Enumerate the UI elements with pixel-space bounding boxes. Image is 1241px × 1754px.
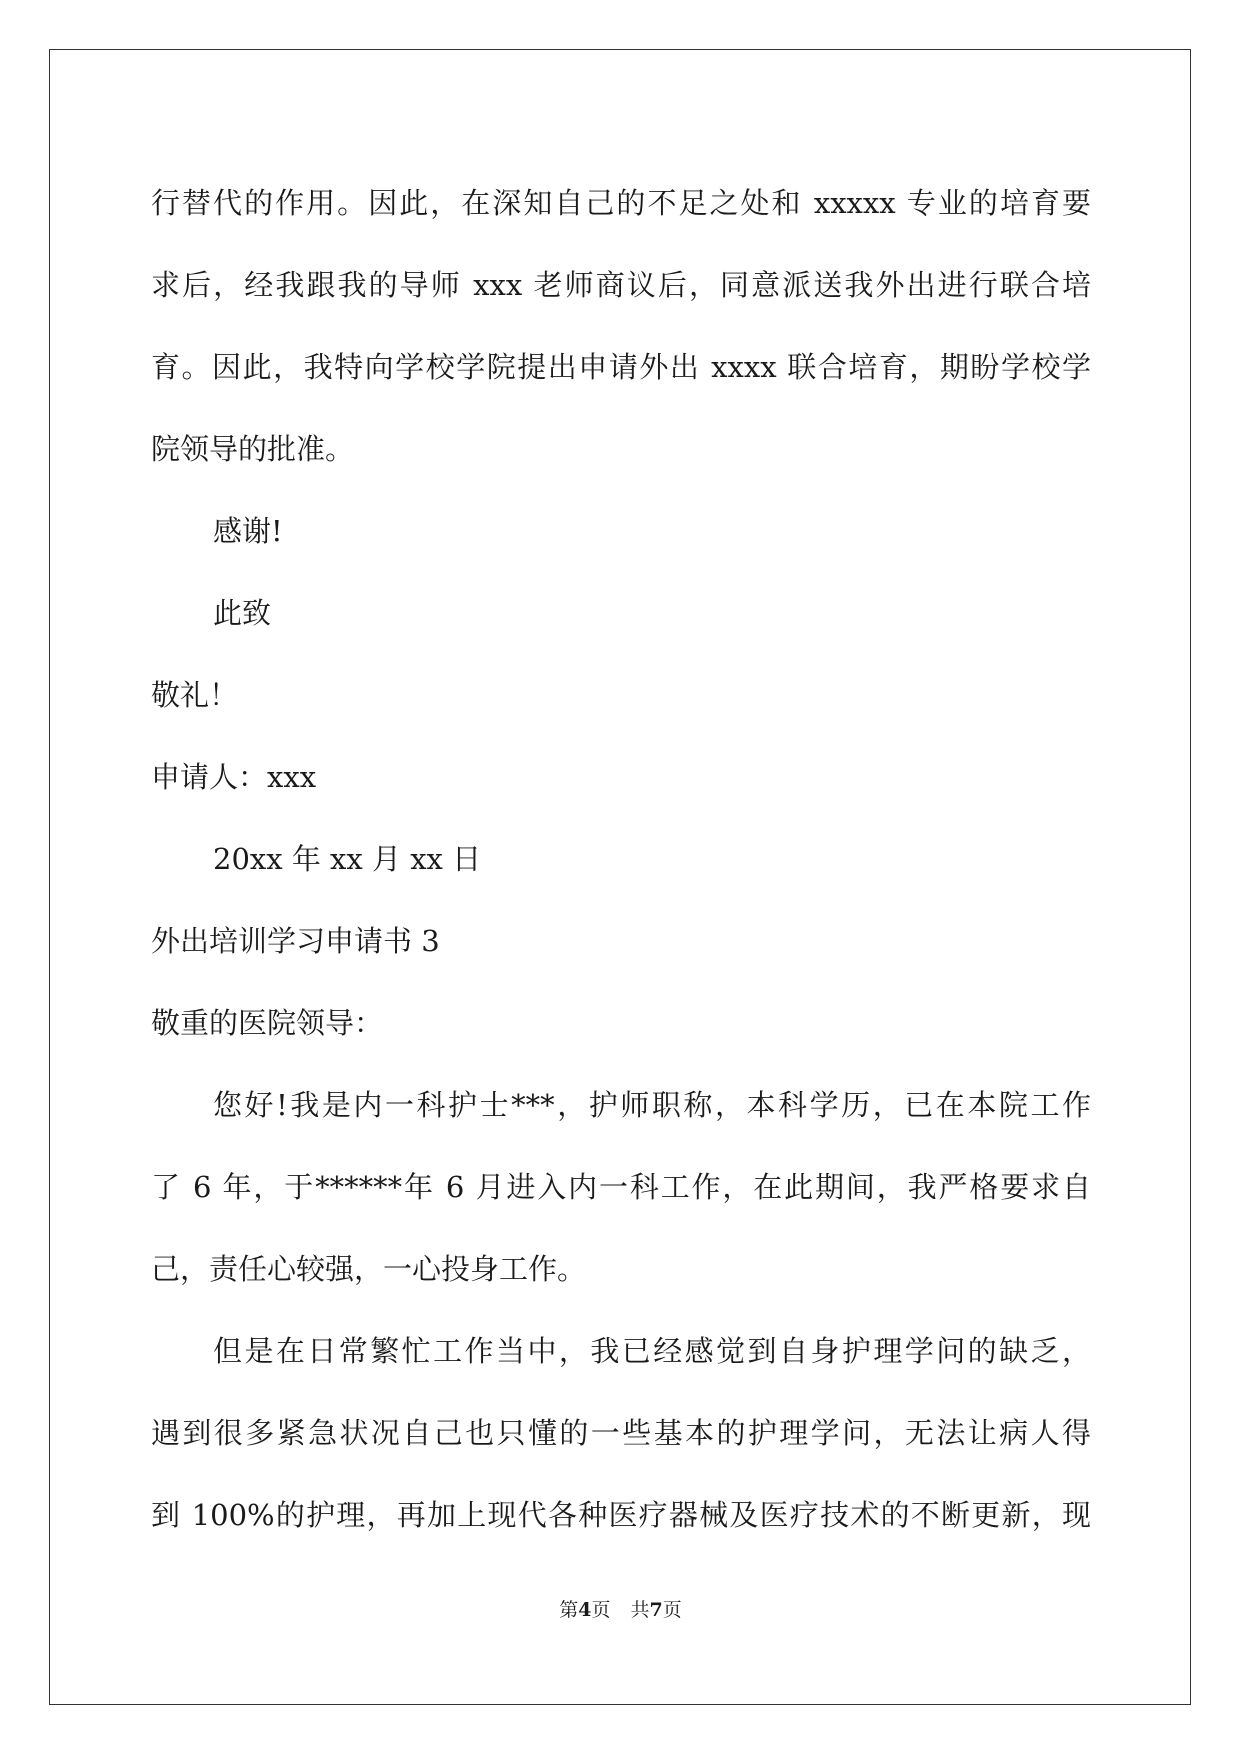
paragraph-line: 遇到很多紧急状况自己也只懂的一些基本的护理学问，无法让病人得	[151, 1416, 1091, 1450]
total-suffix: 页	[662, 1599, 682, 1621]
paragraph-line: 行替代的作用。因此，在深知自己的不足之处和 xxxxx 专业的培育要	[151, 186, 1091, 220]
paragraph-line: 求后，经我跟我的导师 xxx 老师商议后，同意派送我外出进行联合培	[151, 268, 1091, 302]
paragraph-line: 但是在日常繁忙工作当中，我已经感觉到自身护理学问的缺乏，	[213, 1334, 1091, 1368]
total-prefix: 共	[630, 1599, 650, 1621]
addressee-line: 敬重的医院领导：	[151, 1006, 384, 1040]
page-prefix: 第	[559, 1599, 579, 1621]
section-title: 外出培训学习申请书 3	[151, 924, 440, 958]
paragraph-line: 到 100%的护理，再加上现代各种医疗器械及医疗技术的不断更新，现	[151, 1498, 1091, 1532]
paragraph-line: 育。因此，我特向学校学院提出申请外出 xxxx 联合培育，期盼学校学	[151, 350, 1091, 384]
paragraph-line: 己，责任心较强，一心投身工作。	[151, 1252, 587, 1286]
page-suffix: 页	[591, 1599, 611, 1621]
paragraph-line: 院领导的批准。	[151, 432, 355, 466]
paragraph-line: 您好!我是内一科护士***，护师职称，本科学历，已在本院工作	[213, 1088, 1091, 1122]
page-footer	[0, 1598, 1241, 1622]
document-body	[151, 162, 1091, 1556]
total-pages-number: 7	[649, 1599, 663, 1621]
thanks-line: 感谢!	[213, 514, 283, 548]
closing-line: 此致	[213, 596, 272, 630]
date-line: 20xx 年 xx 月 xx 日	[213, 842, 482, 876]
applicant-line: 申请人：xxx	[151, 760, 317, 794]
current-page-number: 4	[578, 1599, 592, 1621]
salutation-line: 敬礼！	[151, 678, 239, 712]
paragraph-line: 了 6 年，于******年 6 月进入内一科工作，在此期间，我严格要求自	[151, 1170, 1091, 1204]
